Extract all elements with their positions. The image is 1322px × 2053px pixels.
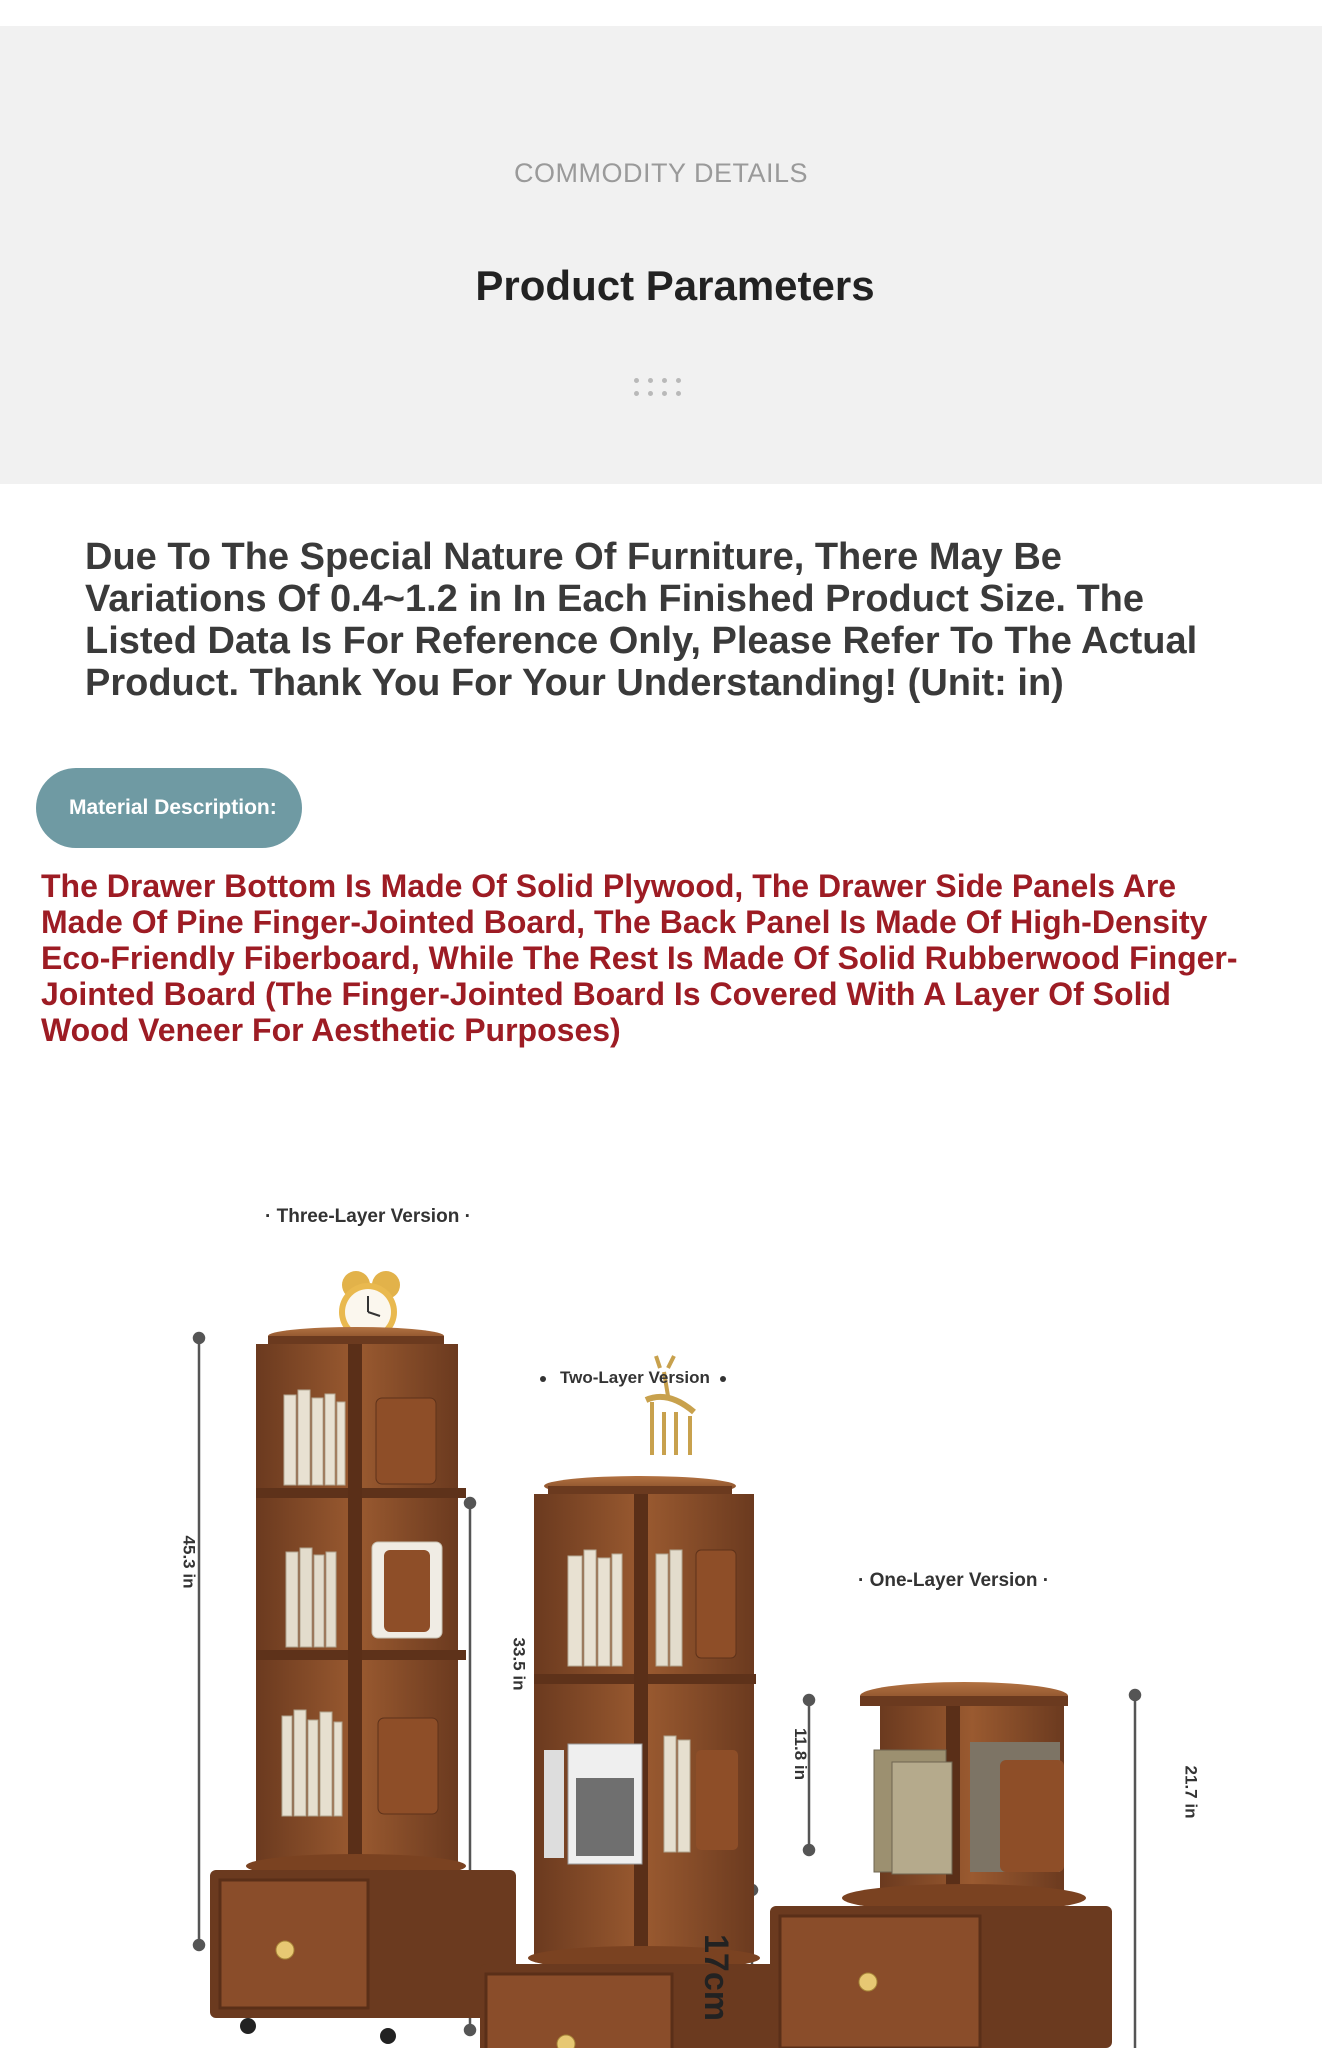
material-description-badge (36, 768, 302, 848)
dimension-line-three-layer (194, 1333, 204, 1950)
material-description-label: Material Description: (69, 796, 277, 819)
two-layer-height-label: 33.5 in (509, 1637, 529, 1691)
size-variation-notice: Due To The Special Nature Of Furniture, There May Be Variations Of 0.4~1.2 in In Each Finished Product Size. The Listed Data Is For Reference Only, Please Refer To The Actual Product. Thank You For Your Understanding! (Unit: in) (85, 536, 1198, 704)
three-layer-height-label: 45.3 in (179, 1535, 199, 1589)
one-layer-version-label: · One-Layer Version · (858, 1570, 1050, 1591)
two-layer-version-label (540, 1368, 726, 1388)
header-band (0, 26, 1322, 484)
dots-divider-icon (632, 376, 688, 400)
drawer-height-label: 17cm (696, 1934, 735, 2021)
product-dimension-figure (0, 1150, 1322, 2048)
dimension-line-one-layer (1130, 1690, 1140, 2048)
bullet-dot-icon (720, 1376, 726, 1382)
section-eyebrow: COMMODITY DETAILS (513, 158, 809, 188)
two-layer-version-text: Two-Layer Version (560, 1368, 710, 1387)
material-description-text: The Drawer Bottom Is Made Of Solid Plywood, The Drawer Side Panels Are Made Of Pine Finger-Jointed Board, The Back Panel Is Made Of High-Density Eco-Friendly Fiberboard, While The Rest Is Made Of Solid Rubberwood Finger-Jointed Board (The Finger-Jointed Board Is Covered With A Layer Of Solid Wood Veneer For Aesthetic Purposes) (41, 868, 1238, 1048)
two-layer-bookshelf (480, 1356, 800, 2048)
page-title: Product Parameters (475, 262, 875, 309)
bullet-dot-icon (540, 1376, 546, 1382)
one-layer-top-height-label: 11.8 in (790, 1728, 810, 1780)
three-layer-version-label: · Three-Layer Version · (265, 1206, 471, 1227)
one-layer-height-label: 21.7 in (1181, 1765, 1201, 1819)
one-layer-bookshelf (770, 1682, 1112, 2048)
bookshelf-illustration (0, 1150, 1322, 2048)
